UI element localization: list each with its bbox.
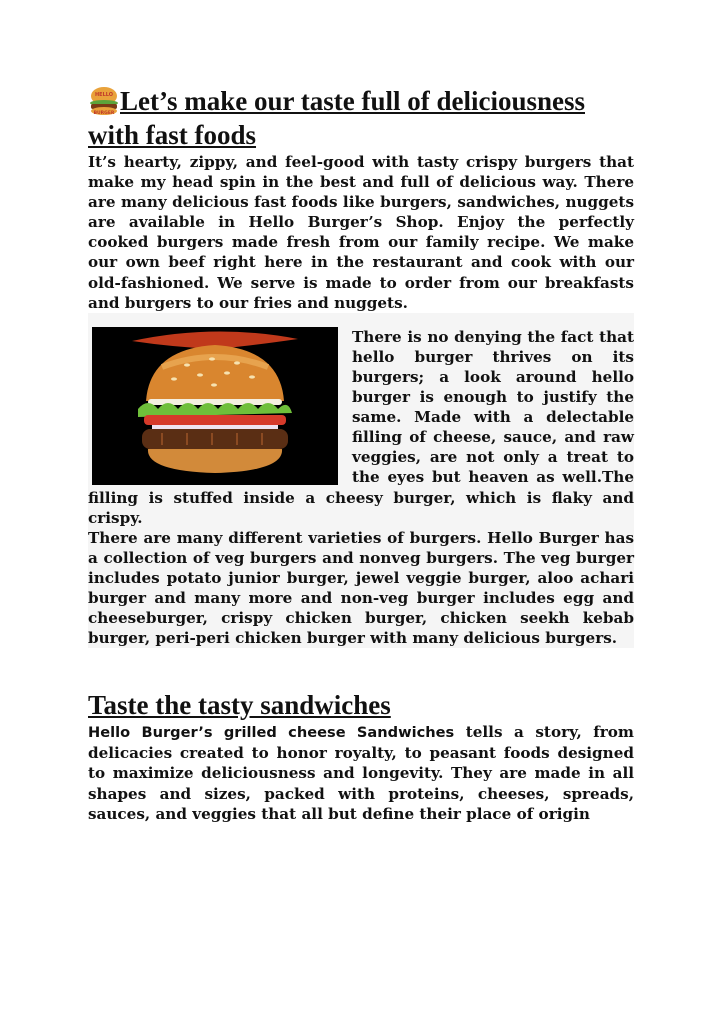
hello-burger-logo-icon [88, 84, 120, 118]
paragraph-sandwiches-lead: Hello Burger’s grilled cheese Sandwiches [88, 724, 455, 742]
burger-image [92, 327, 338, 485]
paragraph-intro: It’s hearty, zippy, and feel-good with tasty crispy burgers that make my head spin in the best and full of delicious way. There are many delicious fast foods like burgers, sandwiches, nuggets are available in Hello Burger’s Shop. Enjoy the perfectly cooked burgers made fresh from our family recipe. We make our own beef right here in the restaurant and cook with our old-fashioned. We serve is made to order from our breakfasts and burgers to our fries and nuggets. [88, 153, 634, 312]
burger-photo [92, 327, 338, 485]
paragraph-varieties: There are many different varieties of burgers. Hello Burger has a collection of veg burgers and nonveg burgers. The veg burger includes potato junior burger, jewel veggie burger, aloo achari burger and many more and non-veg burger includes egg and cheeseburger, crispy chicken burger, chicken seekh kebab burger, peri-peri chicken burger with many delicious burgers. [88, 528, 634, 648]
paragraph-sandwiches [88, 722, 634, 823]
paragraph-sandwiches-rest: tells a story, from delicacies created to honor royalty, to peasant foods designed to maximize deliciousness and longevity. They are made in all shapes and sizes, packed with proteins, cheeses, spreads, sauces, and veggies that all but define their place of origin [88, 723, 634, 823]
paragraph-hello-burger: There is no denying the fact that hello burger thrives on its burgers; a look around hello burger is enough to justify the same. Made with a delectable filling of cheese, sauce, and raw veggies, are not only a treat to the eyes but heaven as well.The filling is stuffed inside a cheesy burger, which is flaky and crispy. [88, 327, 634, 527]
heading-main-text: Let’s make our taste full of deliciousness with fast foods [88, 86, 585, 150]
heading-main [88, 84, 634, 152]
heading-sandwiches: Taste the tasty sandwiches [88, 690, 391, 721]
svg-text:HELLO: HELLO [94, 92, 114, 98]
document-page [88, 84, 634, 824]
svg-text:BURGER: BURGER [93, 111, 115, 116]
shaded-section [88, 313, 634, 649]
